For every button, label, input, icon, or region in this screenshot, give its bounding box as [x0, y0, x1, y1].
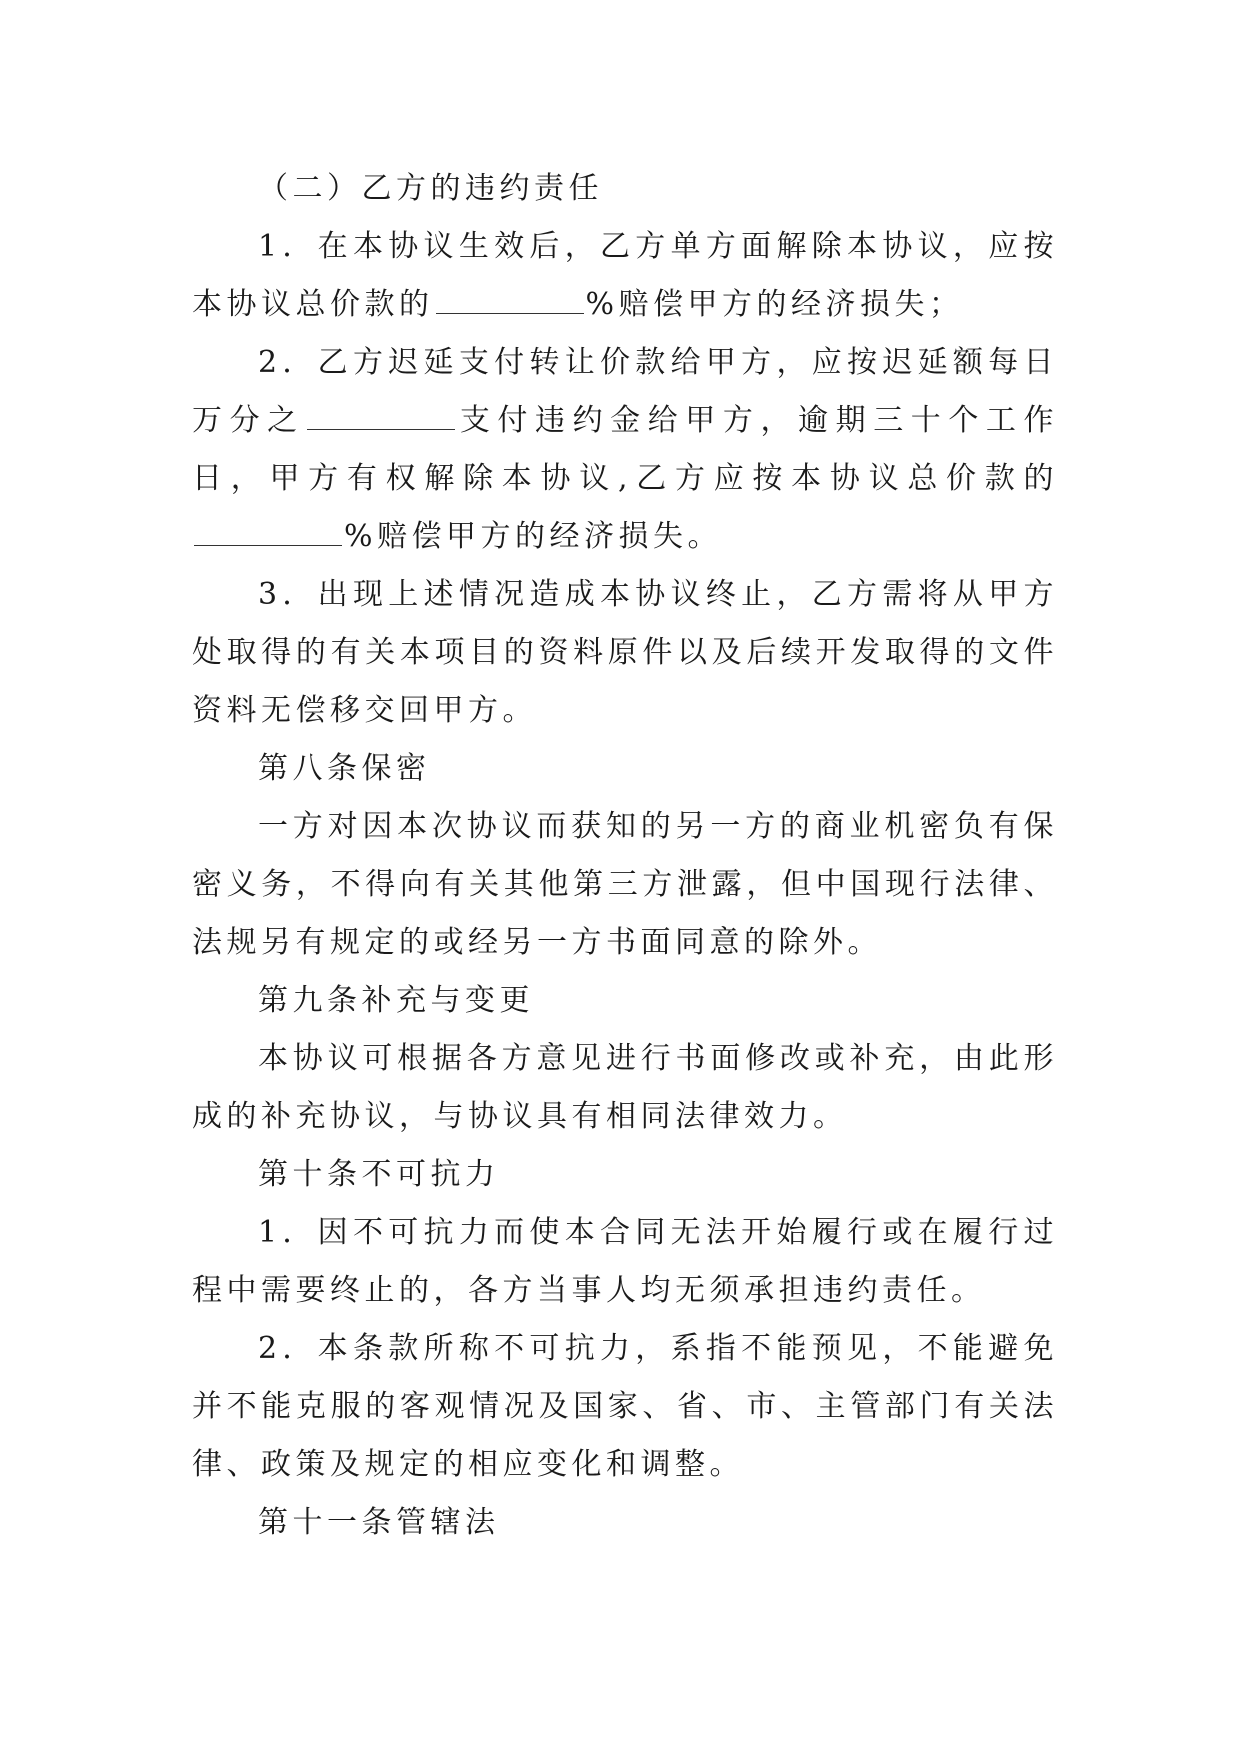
fill-in-blank[interactable] — [194, 515, 342, 546]
clause-text: 1．在本协议生效后，乙方单方面解除本协议，应按本协议总价款的 — [192, 229, 1058, 322]
clause-paragraph-2 — [192, 334, 1058, 566]
section-heading-breach-party-b: （二）乙方的违约责任 — [258, 171, 603, 206]
document-page — [192, 160, 1058, 1552]
article-heading-10: 第十条不可抗力 — [258, 1157, 500, 1192]
clause-paragraph-1 — [192, 218, 1058, 334]
article-heading-9: 第九条补充与变更 — [258, 983, 534, 1018]
fill-in-blank[interactable] — [436, 283, 584, 314]
article-heading-11: 第十一条管辖法 — [258, 1505, 500, 1540]
clause-text: %赔偿甲方的经济损失； — [585, 287, 964, 322]
fill-in-blank[interactable] — [307, 399, 455, 430]
force-majeure-paragraph-1: 1．因不可抗力而使本合同无法开始履行或在履行过程中需要终止的，各方当事人均无须承担违约责任。 — [192, 1215, 1058, 1308]
article-heading-8: 第八条保密 — [258, 751, 431, 786]
amendment-paragraph: 本协议可根据各方意见进行书面修改或补充，由此形成的补充协议，与协议具有相同法律效力。 — [192, 1041, 1058, 1134]
clause-text: 2．乙方迟延支付转让价款给甲方，应按迟延额每日万分之 — [192, 345, 1058, 438]
force-majeure-paragraph-2: 2．本条款所称不可抗力，系指不能预见，不能避免并不能克服的客观情况及国家、省、市、主管部门有关法律、政策及规定的相应变化和调整。 — [192, 1331, 1058, 1482]
clause-text: %赔偿甲方的经济损失。 — [344, 519, 723, 554]
clause-paragraph-3: 3．出现上述情况造成本协议终止，乙方需将从甲方处取得的有关本项目的资料原件以及后续开发取得的文件资料无偿移交回甲方。 — [192, 577, 1058, 728]
clause-text: 支付违约金给甲方，逾期三十个工作日，甲方有权解除本协议,乙方应按本协议总价款的 — [192, 403, 1059, 496]
confidentiality-paragraph: 一方对因本次协议而获知的另一方的商业机密负有保密义务，不得向有关其他第三方泄露，但中国现行法律、法规另有规定的或经另一方书面同意的除外。 — [192, 809, 1058, 960]
